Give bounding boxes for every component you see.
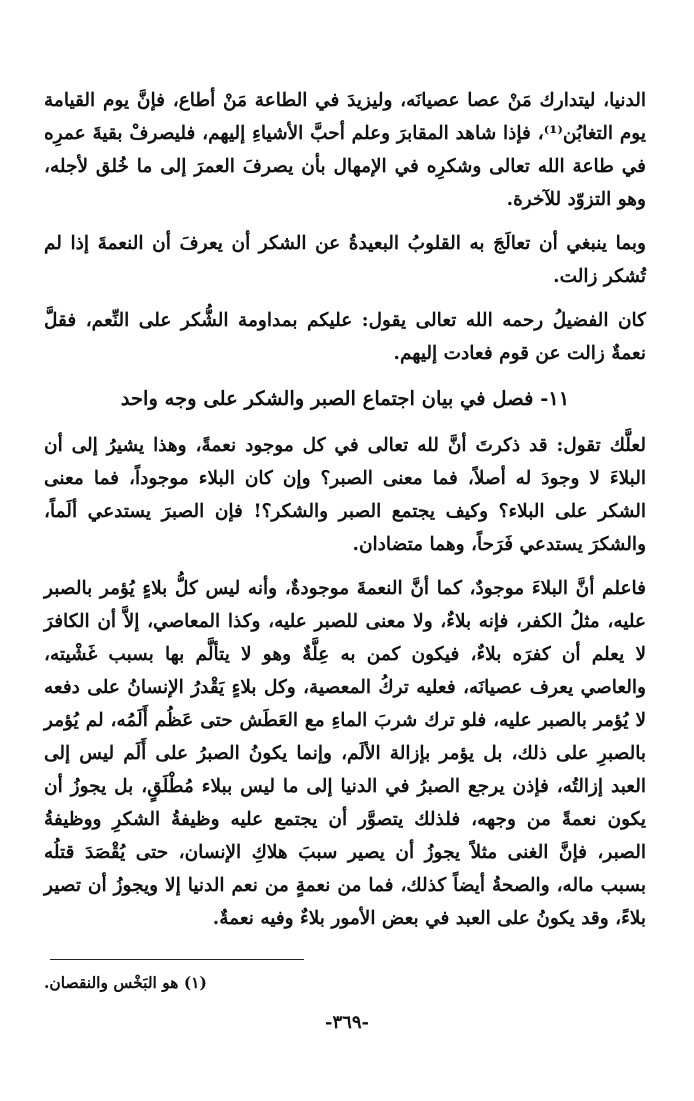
paragraph: وبما ينبغي أن تعالَجَ به القلوبُ البعيدةُ عن الشكر أن يعرفَ أن النعمةَ إذا لم تُشكر زالت.	[44, 233, 646, 287]
paragraph: لعلَّك تقول: قد ذكرتَ أنَّ لله تعالى في كل موجود نعمةً، وهذا يشيرُ إلى أن البلاءَ لا وجودَ له أصلاً، فما معنى الصبر؟ وإن كان البلاء موجوداً، فما معنى الشكر على البلاء؟ وكيف يجتمع الصبر والشكر؟! فإن الصبرَ يستدعي ألَماً، والشكرَ يستدعي فَرَحاً، وهما متضادان.	[44, 435, 646, 555]
paragraph: كان الفضيلُ رحمه الله تعالى يقول: عليكم بمداومة الشُّكر على النِّعم، فقلَّ نعمةٌ زالت عن قوم فعادت إليهم.	[44, 310, 646, 364]
footnote	[44, 970, 646, 996]
paragraph: الدنيا، ليتدارك مَنْ عصا عصيانَه، وليزيدَ في الطاعة مَنْ أطاع، فإنَّ يوم القيامة يوم التغابُن⁽¹⁾، فإذا شاهد المقابرَ وعلم أحبَّ الأشياءِ إليهم، فليصرفْ بقيةَ عمرِه في طاعة الله تعالى وشكرِه في الإمهال بأن يصرفَ العمرَ إلى ما خُلق لأجله، وهو التزوّد للآخرة.	[44, 90, 646, 210]
footnote-divider	[50, 959, 304, 960]
paragraph: فاعلم أنَّ البلاءَ موجودٌ، كما أنَّ النعمةَ موجودةٌ، وأنه ليس كلُّ بلاءٍ يُؤمر بالصبر عليه، مثلُ الكفر، فإنه بلاءٌ، ولا معنى للصبر عليه، وكذا المعاصي، إلاَّ أن الكافرَ لا يعلم أن كفرَه بلاءٌ، فيكون كمن به عِلَّةٌ وهو لا يتألَّم بها بسبب غَشْيته، والعاصي يعرف عصيانَه، فعليه تركُ المعصية، وكل بلاءٍ يَقْدرُ الإنسانُ على دفعه لا يُؤمر بالصبر عليه، فلو ترك شربَ الماءِ مع العَطَش حتى عَظُم أَلَمُه، لم يُؤمر بالصبرِ على ذلك، بل يؤمر بإزالة الألَم، وإنما يكونُ الصبرُ على أَلَم ليس إلى العبد إزالتُه، فإذن يرجع الصبرُ في الدنيا إلى ما ليس ببلاء مُطْلَقٍ، بل يجوزُ أن يكون نعمةً من وجهه، فلذلك يتصوَّر أن يجتمع عليه وظيفةُ الشكرِ ووظيفةُ الصبر، فإنَّ الغنى مثلاً يجوزُ أن يصير سببَ هلاكِ الإنسان، حتى يُقْصَدَ قتلُه بسبب ماله، والصحةُ أيضاً كذلك، فما من نعمةٍ من نعم الدنيا إلا ويجوزُ أن تصير بلاءً، وقد يكونُ على العبد في بعض الأمور بلاءٌ وفيه نعمةٌ.	[44, 578, 646, 929]
main-text	[44, 84, 646, 946]
footnote-text: (١) هو البَخْس والنقصان.	[44, 973, 207, 992]
section-heading: ١١- فصل في بيان اجتماع الصبر والشكر على وجه واحد	[120, 387, 570, 410]
page-number: -٣٦٩-	[325, 1012, 369, 1033]
